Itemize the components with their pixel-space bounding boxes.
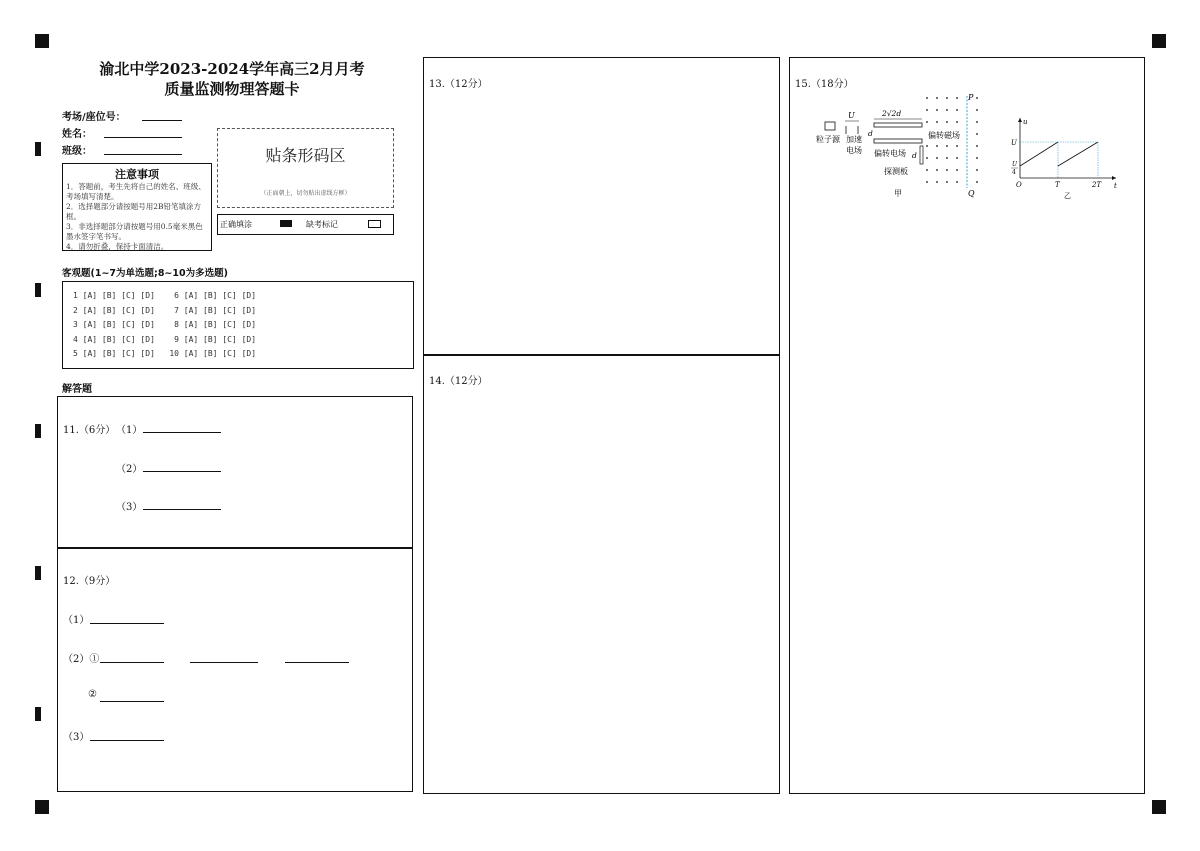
detector-label: 探测板 bbox=[884, 167, 908, 176]
point-Q-label: Q bbox=[968, 189, 975, 198]
T-tick-label: T bbox=[1055, 181, 1060, 189]
page-subtitle: 质量监测物理答题卡 bbox=[164, 80, 300, 98]
q12-part1-label: （1） bbox=[63, 615, 90, 626]
U-tick-label: U bbox=[1011, 139, 1017, 147]
notice-item: 3．非选择题部分请按题号用0.5毫米黑色墨水签字笔书写。 bbox=[66, 222, 203, 241]
origin-label: O bbox=[1016, 181, 1022, 189]
objective-row[interactable]: 1 [A] [B] [C] [D] 6 [A] [B] [C] [D] bbox=[73, 291, 257, 300]
U4-denominator: 4 bbox=[1012, 169, 1016, 176]
notice-item: 1．答题前，考生先将自己的姓名、班级、考场填写清楚。 bbox=[66, 182, 206, 201]
q14-answer-area[interactable] bbox=[423, 354, 780, 794]
figure-yi-label: 乙 bbox=[1064, 192, 1071, 200]
q15-label: 15.（18分） bbox=[795, 79, 854, 90]
q15-figure-apparatus bbox=[812, 90, 992, 200]
point-P-label: P bbox=[968, 93, 974, 102]
u-axis-label: u bbox=[1023, 118, 1028, 126]
absent-mark-box[interactable] bbox=[368, 220, 381, 228]
q11-part1-field[interactable] bbox=[143, 420, 221, 433]
magnetic-field-dots bbox=[926, 97, 978, 183]
objective-row[interactable]: 4 [A] [B] [C] [D] 9 [A] [B] [C] [D] bbox=[73, 335, 257, 344]
name-field[interactable] bbox=[104, 125, 182, 138]
t-axis-arrow bbox=[1112, 176, 1116, 180]
width-label: 2√2d bbox=[882, 109, 902, 118]
objective-answer-box bbox=[62, 281, 414, 369]
2T-tick-label: 2T bbox=[1092, 181, 1102, 189]
particle-source-box bbox=[825, 122, 835, 130]
q11-box bbox=[57, 396, 413, 549]
subjective-title: 解答题 bbox=[62, 384, 92, 395]
q12-box bbox=[57, 547, 413, 792]
page-title: 渝北中学2023-2024学年高三2月月考 bbox=[99, 60, 365, 78]
timing-mark bbox=[35, 283, 41, 297]
timing-mark bbox=[35, 566, 41, 580]
sawtooth-ramp bbox=[1020, 142, 1058, 166]
q12-part2-field-b[interactable] bbox=[190, 650, 258, 663]
class-field[interactable] bbox=[104, 142, 182, 155]
absent-mark-label: 缺考标记 bbox=[306, 220, 338, 229]
sawtooth-ramp bbox=[1058, 142, 1098, 166]
accel-voltage-label: U bbox=[848, 111, 855, 120]
q15-figure-graph bbox=[1008, 112, 1123, 200]
barcode-title: 贴条形码区 bbox=[265, 146, 346, 165]
q11-label: 11.（6分） bbox=[63, 425, 116, 436]
t-axis-label: t bbox=[1114, 182, 1117, 190]
deflect-field-label: 偏转电场 bbox=[874, 149, 906, 158]
q11-part2-field[interactable] bbox=[143, 459, 221, 472]
q12-part2b-label: ② bbox=[88, 689, 97, 700]
accel-label-2: 电场 bbox=[846, 146, 862, 155]
timing-mark bbox=[35, 142, 41, 156]
objective-title: 客观题(1~7为单选题;8~10为多选题) bbox=[62, 268, 228, 279]
q12-part3-field[interactable] bbox=[90, 728, 164, 741]
barcode-area bbox=[217, 128, 394, 208]
objective-row[interactable]: 2 [A] [B] [C] [D] 7 [A] [B] [C] [D] bbox=[73, 306, 257, 315]
notice-title: 注意事项 bbox=[115, 168, 159, 181]
q11-part3-field[interactable] bbox=[143, 497, 221, 510]
q13-answer-area[interactable] bbox=[423, 57, 780, 356]
seat-label: 考场/座位号： bbox=[62, 112, 126, 123]
objective-row[interactable]: 3 [A] [B] [C] [D] 8 [A] [B] [C] [D] bbox=[73, 320, 257, 329]
q12-part2-field-c[interactable] bbox=[285, 650, 349, 663]
source-label: 粒子源 bbox=[816, 135, 840, 144]
q13-label: 13.（12分） bbox=[429, 79, 488, 90]
q12-part1-field[interactable] bbox=[90, 611, 164, 624]
figure-jia-label: 甲 bbox=[894, 189, 902, 198]
q12-label: 12.（9分） bbox=[63, 576, 116, 587]
q11-part3-label: （3） bbox=[116, 502, 143, 513]
class-label: 班级： bbox=[62, 146, 92, 157]
registration-mark-top-left bbox=[35, 34, 49, 48]
timing-mark bbox=[35, 424, 41, 438]
seat-field[interactable] bbox=[142, 108, 182, 121]
detector-plate bbox=[920, 146, 923, 164]
q12-part2-field-a[interactable] bbox=[100, 650, 164, 663]
q14-label: 14.（12分） bbox=[429, 376, 488, 387]
correct-fill-sample bbox=[280, 220, 292, 227]
correct-fill-label: 正确填涂 bbox=[220, 220, 252, 229]
q11-part2-label: （2） bbox=[116, 464, 143, 475]
notice-box bbox=[62, 163, 212, 251]
q12-part3-label: （3） bbox=[63, 732, 90, 743]
deflect-mag-label: 偏转磁场 bbox=[928, 131, 960, 140]
accel-label-1: 加速 bbox=[846, 135, 862, 144]
name-label: 姓名： bbox=[62, 129, 92, 140]
u-axis-arrow bbox=[1018, 118, 1022, 122]
U4-numerator: U bbox=[1012, 161, 1018, 168]
deflect-plate-bottom bbox=[874, 139, 922, 143]
registration-mark-bottom-right bbox=[1152, 800, 1166, 814]
q12-part2b-field[interactable] bbox=[100, 689, 164, 702]
notice-item: 2．选择题部分请按题号用2B铅笔填涂方框。 bbox=[66, 202, 202, 221]
q11-part1-label: （1） bbox=[116, 425, 143, 436]
registration-mark-top-right bbox=[1152, 34, 1166, 48]
timing-mark bbox=[35, 707, 41, 721]
q12-part2-label: （2）① bbox=[63, 654, 100, 665]
fill-legend bbox=[217, 214, 394, 235]
deflect-plate-top bbox=[874, 123, 922, 127]
notice-item: 4．请勿折叠，保持卡面清洁。 bbox=[66, 242, 169, 251]
plate-gap-label: d bbox=[868, 129, 873, 138]
barcode-note: （正面朝上，切勿贴出虚线方框） bbox=[260, 190, 351, 197]
objective-row[interactable]: 5 [A] [B] [C] [D] 10 [A] [B] [C] [D] bbox=[73, 349, 257, 358]
detector-gap-label: d bbox=[912, 151, 917, 160]
registration-mark-bottom-left bbox=[35, 800, 49, 814]
